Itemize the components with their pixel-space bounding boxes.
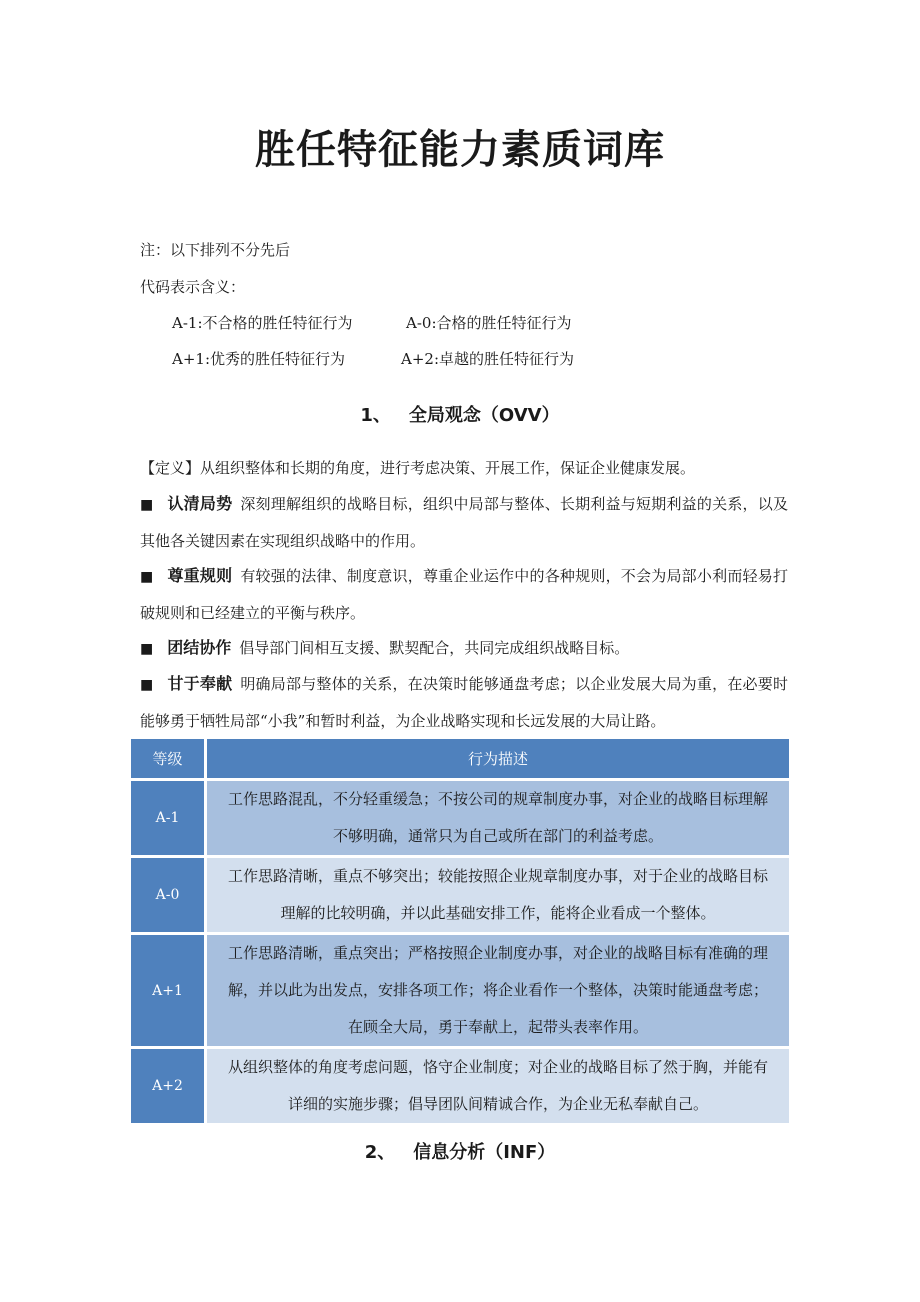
item-text: 有较强的法律、制度意识，尊重企业运作中的各种规则，不会为局部小利而轻易打破规则和已经建立的平衡与秩序。 bbox=[140, 567, 788, 622]
section-1-item bbox=[140, 558, 788, 631]
section-1-item bbox=[140, 666, 788, 739]
section-1-definition: 【定义】从组织整体和长期的角度，进行考虑决策、开展工作，保证企业健康发展。 bbox=[140, 459, 696, 477]
level-cell: A-1 bbox=[131, 781, 207, 858]
section-1-heading bbox=[0, 401, 920, 427]
description-cell: 工作思路混乱，不分轻重缓急；不按公司的规章制度办事，对企业的战略目标理解不够明确，通常只为自己或所在部门的利益考虑。 bbox=[207, 781, 789, 858]
code-a-plus-2: A+2:卓越的胜任特征行为 bbox=[401, 350, 574, 368]
table-header-row bbox=[131, 739, 789, 781]
bullet-square-icon: ■ bbox=[140, 641, 154, 657]
table-row bbox=[131, 858, 789, 935]
section-1-title: 全局观念（OVV） bbox=[408, 405, 560, 426]
table-row bbox=[131, 781, 789, 858]
code-a-plus-1: A+1:优秀的胜任特征行为 bbox=[172, 350, 345, 368]
item-keyword: 尊重规则 bbox=[167, 566, 233, 585]
header-description: 行为描述 bbox=[207, 739, 789, 781]
code-a-minus-1: A-1:不合格的胜任特征行为 bbox=[172, 314, 353, 332]
bullet-square-icon: ■ bbox=[140, 677, 154, 693]
section-1-item bbox=[140, 630, 788, 667]
item-keyword: 认清局势 bbox=[167, 494, 233, 513]
description-cell: 从组织整体的角度考虑问题，恪守企业制度；对企业的战略目标了然于胸，并能有详细的实施步骤；倡导团队间精诚合作，为企业无私奉献自己。 bbox=[207, 1049, 789, 1126]
item-text: 明确局部与整体的关系，在决策时能够通盘考虑；以企业发展大局为重，在必要时能够勇于牺牲局部“小我”和暂时利益，为企业战略实现和长远发展的大局让路。 bbox=[140, 675, 788, 730]
code-meaning-label: 代码表示含义： bbox=[140, 278, 246, 296]
bullet-square-icon: ■ bbox=[140, 497, 154, 513]
description-cell: 工作思路清晰，重点不够突出；较能按照企业规章制度办事，对于企业的战略目标理解的比较明确，并以此基础安排工作，能将企业看成一个整体。 bbox=[207, 858, 789, 935]
header-level: 等级 bbox=[131, 739, 207, 781]
code-a-0: A-0:合格的胜任特征行为 bbox=[406, 314, 572, 332]
bullet-square-icon: ■ bbox=[140, 569, 154, 585]
section-2-title: 信息分析（INF） bbox=[413, 1142, 556, 1163]
level-cell: A-0 bbox=[131, 858, 207, 935]
item-keyword: 团结协作 bbox=[167, 638, 232, 657]
table-row bbox=[131, 1049, 789, 1126]
behavior-level-table bbox=[131, 739, 789, 1126]
item-text: 深刻理解组织的战略目标，组织中局部与整体、长期利益与短期利益的关系，以及其他各关键因素在实现组织战略中的作用。 bbox=[140, 495, 788, 550]
section-2-number: 2、 bbox=[364, 1142, 396, 1163]
item-text: 倡导部门间相互支援、默契配合，共同完成组织战略目标。 bbox=[239, 639, 630, 657]
level-cell: A+2 bbox=[131, 1049, 207, 1126]
item-keyword: 甘于奉献 bbox=[167, 674, 233, 693]
section-1-number: 1、 bbox=[360, 405, 391, 426]
table-row bbox=[131, 935, 789, 1049]
document-title: 胜任特征能力素质词库 bbox=[255, 127, 665, 173]
section-1-item bbox=[140, 486, 788, 559]
section-2-heading bbox=[0, 1138, 920, 1164]
ordering-note: 注：以下排列不分先后 bbox=[140, 241, 291, 259]
description-cell: 工作思路清晰，重点突出；严格按照企业制度办事，对企业的战略目标有准确的理解，并以此为出发点，安排各项工作；将企业看作一个整体，决策时能通盘考虑；在顾全大局，勇于奉献上，起带头表率作用。 bbox=[207, 935, 789, 1049]
level-cell: A+1 bbox=[131, 935, 207, 1049]
